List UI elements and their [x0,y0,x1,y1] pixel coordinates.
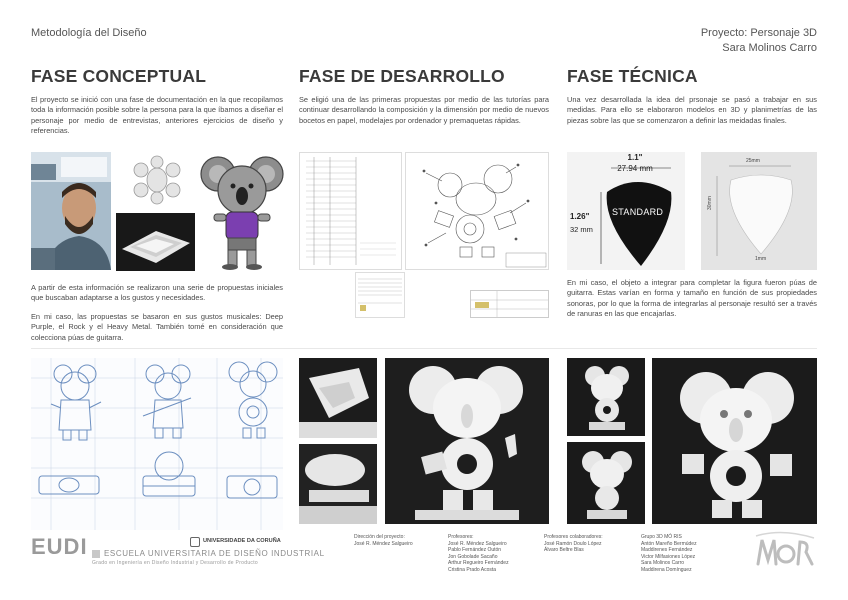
exploded-view-drawing [405,152,549,270]
pick-width-mm: 27.94 mm [617,164,653,173]
professor-item: José R. Méndez Salgueiro [448,540,507,547]
group-label: Grupo 3D MÓ RIS [641,534,682,540]
desarrollo-intro: Se eligió una de las primeras propuestas por medio de las tutorías para continuar desarrollando la composición y la dimensión por medio de nuevos bocetos en papel, modelajes por ordenador y premaquetas rápidas. [299,95,549,125]
professor-item: Pablo Fernández Outón [448,547,502,554]
udc-crest-icon [190,537,200,547]
conceptual-intro: El proyecto se inició con una fase de documentación en la que recopilamos toda la información posible sobre la persona para la que íbamos a diseñar el personaje por medio de entrevistas, anteriores ejercicios de diseño y referencias. [31,95,283,136]
final-full-photo [652,358,817,524]
collab-label: Profesores colaboradores: [544,534,603,540]
title-block [470,290,549,318]
collab-item: José Ramón Doulo López [544,540,602,547]
group-item: Sara Molinos Carro [641,560,685,567]
koala-illustration [200,150,284,272]
director-block [354,534,413,547]
portrait-photo [31,152,111,270]
tecnica-para2: En mi caso, el objeto a integrar para completar la figura fueron púas de guitarra. Estas varían en forma y tamaño en función de sus propiedades sonoras, por lo que la forma de integrarlas al personaje resultó ser a través de ranuras en las que encajarlas. [567,278,817,319]
author-label: Sara Molinos Carro [722,42,817,54]
professors-block [448,534,509,574]
group-item: Maddirena Domínguez [641,566,692,573]
director-label: Dirección del proyecto: [354,534,405,540]
school-name: ESCUELA UNIVERSITARIA DE DISEÑO INDUSTRIAL [104,549,325,558]
eudi-logo: EUDI [31,534,88,559]
subject-label: Metodología del Diseño [31,27,147,39]
pick-plan-figure [701,152,817,270]
collab-item: Álvaro Beltre Blas [544,547,584,554]
pick-standard-label: STANDARD [612,207,664,217]
model-detail-photo-2 [299,444,377,524]
conceptual-para2: A partir de esta información se realizaron una serie de propuestas iniciales que buscaban adaptarse a los gustos y necesidades. [31,283,283,303]
group-logo [752,530,818,572]
director-name: José R. Méndez Salgueiro [354,540,413,547]
section-divider [31,348,817,349]
professors-label: Profesores: [448,534,474,540]
professor-item: Cristina Prado Acosta [448,566,497,573]
collaborators-block [544,534,603,554]
professor-item: Arthur Regueiro Fernández [448,560,509,567]
pick-height-mm: 32 mm [570,225,593,234]
parts-table-drawing [299,152,402,270]
sketches-sheet [31,358,283,530]
plan-top-dim: 25mm [746,158,760,164]
notes-table [355,272,405,318]
university-name: UNIVERSIDADE DA CORUÑA [203,538,281,544]
group-item: Victor Milfasiones López [641,553,696,560]
project-label: Proyecto: Personaje 3D [700,27,817,39]
plan-bottom-dim: 1mm [755,256,767,262]
tecnica-title: FASE TÉCNICA [567,66,698,86]
dark-model-photo [116,213,195,271]
tecnica-intro: Una vez desarrollada la idea del prsonaje se pasó a trabajar en sus medidas. Para ello se elaboraron modelos en 3D y planimetrías de las piezas sobre las que se comenzaron a definir las meidadas finales. [567,95,817,125]
pick-width-in: 1.1" [627,153,643,162]
final-photo-2 [567,442,645,524]
school-marker [92,550,100,558]
group-block [641,534,697,574]
desarrollo-title: FASE DE DESARROLLO [299,66,505,86]
conceptual-para3: En mi caso, las propuestas se basaron en sus gustos musicales: Deep Purple, el Rock y el Heavy Metal. También tomé en consideración que colecciona púas de guitarra. [31,312,283,342]
model-full-photo [385,358,549,524]
pick-height-in: 1.26" [570,212,590,221]
figurine-photo [127,152,187,208]
professor-item: Jon Gobolade Sacaño [448,553,498,560]
plan-side-dim: 30mm [707,196,713,210]
school-subtitle: Grado en Ingeniería en Diseño Industrial y Desarrollo de Producto [92,560,258,566]
final-photo-1 [567,358,645,436]
conceptual-title: FASE CONCEPTUAL [31,66,207,86]
group-item: Antón Mareño Bermúdez [641,540,697,547]
group-item: Maddirenes Fernández [641,547,693,554]
model-detail-photo-1 [299,358,377,438]
